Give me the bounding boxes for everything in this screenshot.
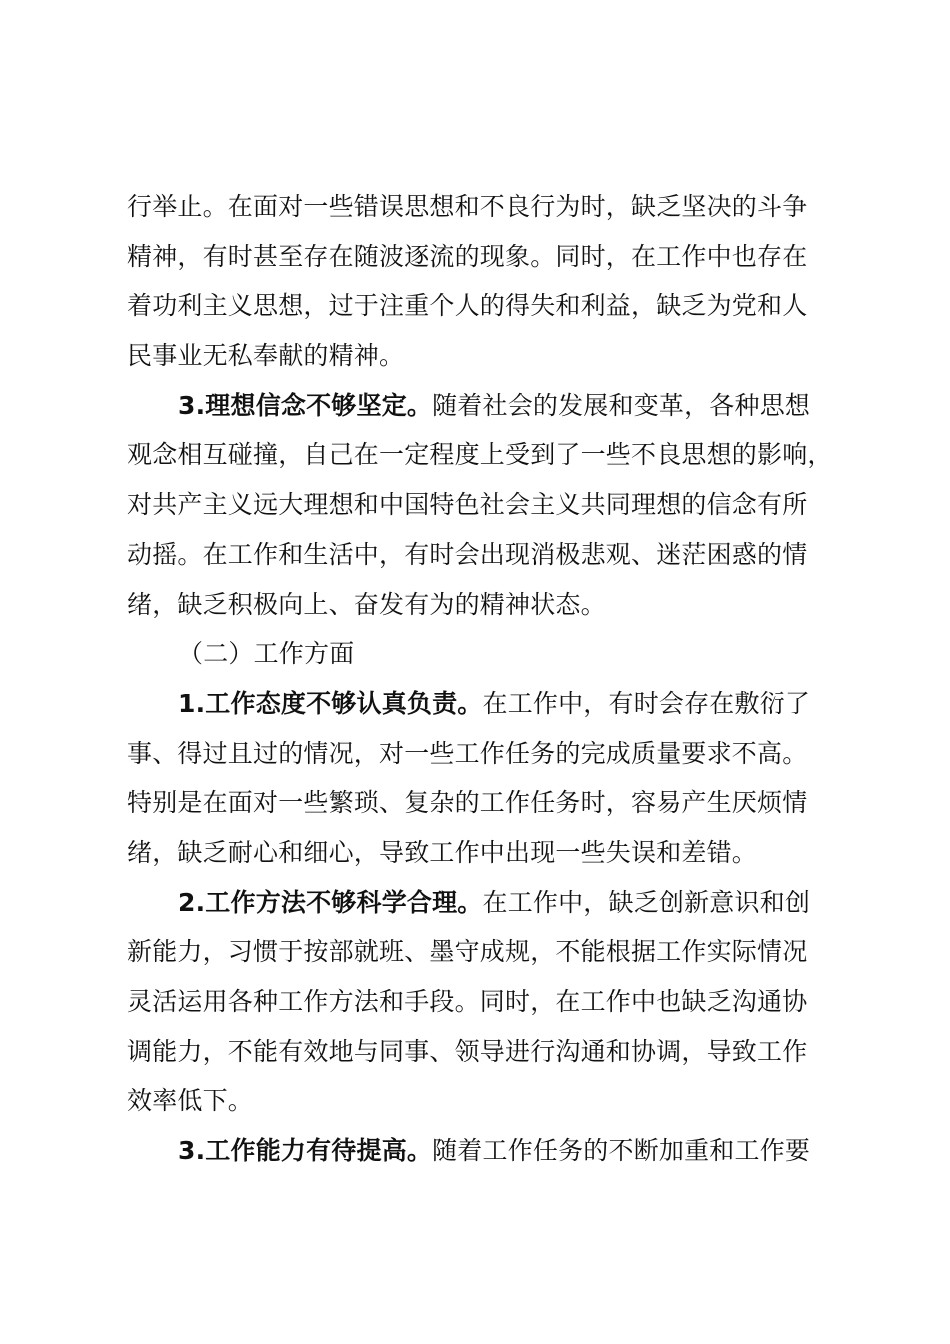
line-text: 观念相互碰撞，自己在一定程度上受到了一些不良思想的影响， <box>127 440 833 470</box>
line-text: 绪，缺乏积极向上、奋发有为的精神状态。 <box>127 589 606 619</box>
text-line <box>127 281 832 331</box>
line-text: 对共产主义远大理想和中国特色社会主义共同理想的信念有所 <box>127 490 808 520</box>
line-text: 随着社会的发展和变革，各种思想 <box>432 390 811 420</box>
text-line <box>127 977 832 1027</box>
text-line <box>127 530 832 580</box>
paragraph-heading-line <box>127 679 832 729</box>
text-line <box>127 232 832 282</box>
text-line <box>127 828 832 878</box>
line-text: 行举止。在面对一些错误思想和不良行为时，缺乏坚决的斗争 <box>127 192 808 221</box>
line-text: 灵活运用各种工作方法和手段。同时，在工作中也缺乏沟通协 <box>127 987 808 1016</box>
text-line <box>127 1076 832 1126</box>
line-text: 着功利主义思想，过于注重个人的得失和利益，缺乏为党和人 <box>127 291 808 321</box>
line-text: 民事业无私奉献的精神。 <box>127 341 405 371</box>
text-line <box>127 580 832 630</box>
paragraph-heading-line <box>127 1126 832 1176</box>
line-text: 精神，有时甚至存在随波逐流的现象。同时，在工作中也存在 <box>127 241 808 271</box>
text-line <box>127 480 832 530</box>
paragraph-heading-line <box>127 381 832 431</box>
text-line <box>127 182 832 232</box>
section-heading <box>127 629 832 679</box>
line-text: 动摇。在工作和生活中，有时会出现消极悲观、迷茫困惑的情 <box>127 539 808 569</box>
bold-heading: 1.工作态度不够认真负责。 <box>178 688 483 718</box>
line-text: 在工作中，缺乏创新意识和创 <box>482 887 811 917</box>
text-line <box>127 430 832 480</box>
text-line <box>127 927 832 977</box>
paragraph-heading-line <box>127 878 832 928</box>
document-body <box>127 182 832 1176</box>
bold-heading: 3.工作能力有待提高。 <box>178 1136 433 1166</box>
line-text: 事、得过且过的情况，对一些工作任务的完成质量要求不高。 <box>127 738 808 768</box>
line-text: 在工作中，有时会存在敷衍了 <box>482 688 811 718</box>
text-line <box>127 778 832 828</box>
bold-heading: 2.工作方法不够科学合理。 <box>178 887 483 917</box>
text-line <box>127 729 832 779</box>
line-text: 新能力，习惯于按部就班、墨守成规，不能根据工作实际情况 <box>127 937 808 967</box>
line-text: 效率低下。 <box>127 1086 254 1116</box>
bold-heading: 3.理想信念不够坚定。 <box>178 390 433 420</box>
line-text: 随着工作任务的不断加重和工作要 <box>432 1136 811 1166</box>
text-line <box>127 1027 832 1077</box>
line-text: 绪，缺乏耐心和细心，导致工作中出现一些失误和差错。 <box>127 837 758 867</box>
line-text: （二）工作方面 <box>178 639 355 669</box>
line-text: 调能力，不能有效地与同事、领导进行沟通和协调，导致工作 <box>127 1036 808 1066</box>
text-line <box>127 331 832 381</box>
line-text: 特别是在面对一些繁琐、复杂的工作任务时，容易产生厌烦情 <box>127 788 808 818</box>
